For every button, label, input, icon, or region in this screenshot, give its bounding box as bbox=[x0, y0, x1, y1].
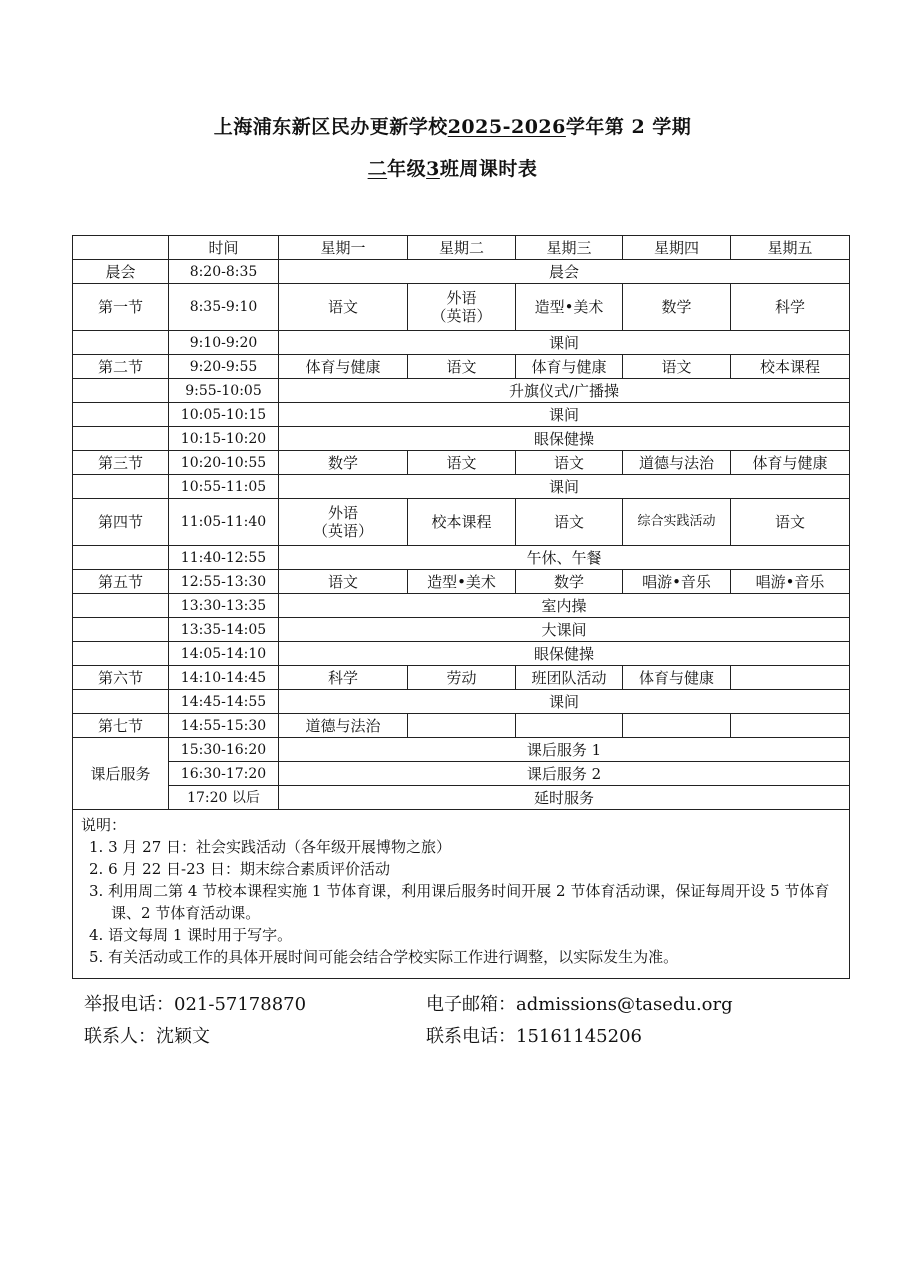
period-cell: 第三节 bbox=[73, 451, 169, 475]
notes-heading: 说明： bbox=[81, 816, 127, 834]
table-row bbox=[73, 714, 850, 738]
table-row bbox=[73, 786, 850, 810]
course-cell: 唱游•音乐 bbox=[623, 570, 731, 594]
course-cell: 语文 bbox=[279, 570, 408, 594]
table-row bbox=[73, 738, 850, 762]
span-cell: 延时服务 bbox=[279, 786, 850, 810]
period-cell: 第四节 bbox=[73, 499, 169, 546]
course-cell: 数学 bbox=[623, 284, 731, 331]
course-cell: 校本课程 bbox=[408, 499, 516, 546]
span-cell: 课间 bbox=[279, 403, 850, 427]
note-item: 4. 语文每周 1 课时用于写字。 bbox=[89, 926, 293, 944]
course-cell: 综合实践活动 bbox=[623, 499, 731, 546]
table-row bbox=[73, 642, 850, 666]
time-cell: 9:20-9:55 bbox=[169, 355, 279, 379]
course-cell: 数学 bbox=[516, 570, 623, 594]
course-cell bbox=[731, 714, 850, 738]
table-row bbox=[73, 355, 850, 379]
period-cell bbox=[73, 403, 169, 427]
table-row bbox=[73, 451, 850, 475]
span-cell: 大课间 bbox=[279, 618, 850, 642]
span-cell: 课后服务 1 bbox=[279, 738, 850, 762]
report-phone: 举报电话：021-57178870 bbox=[84, 994, 307, 1015]
course-cell: 语文 bbox=[516, 499, 623, 546]
title-years: 2025-2026 bbox=[447, 116, 566, 138]
time-cell: 11:40-12:55 bbox=[169, 546, 279, 570]
time-cell: 9:10-9:20 bbox=[169, 331, 279, 355]
period-cell bbox=[73, 594, 169, 618]
time-cell: 10:55-11:05 bbox=[169, 475, 279, 499]
time-cell: 13:30-13:35 bbox=[169, 594, 279, 618]
time-cell: 14:10-14:45 bbox=[169, 666, 279, 690]
span-cell: 课后服务 2 bbox=[279, 762, 850, 786]
span-cell: 课间 bbox=[279, 475, 850, 499]
page-title bbox=[0, 112, 905, 139]
span-cell: 午休、午餐 bbox=[279, 546, 850, 570]
header-cell: 星期二 bbox=[408, 236, 516, 260]
course-cell bbox=[408, 714, 516, 738]
table-row bbox=[73, 618, 850, 642]
header-cell: 星期四 bbox=[623, 236, 731, 260]
course-cell: 造型•美术 bbox=[408, 570, 516, 594]
subtitle-label: 班周课时表 bbox=[439, 158, 538, 180]
table-row bbox=[73, 546, 850, 570]
note-item: 5. 有关活动或工作的具体开展时间可能会结合学校实际工作进行调整，以实际发生为准。 bbox=[89, 948, 679, 966]
period-cell: 第一节 bbox=[73, 284, 169, 331]
time-cell: 14:55-15:30 bbox=[169, 714, 279, 738]
course-line: 外语 bbox=[446, 289, 477, 307]
course-cell: 班团队活动 bbox=[516, 666, 623, 690]
course-cell: 语文 bbox=[731, 499, 850, 546]
course-cell: 科学 bbox=[731, 284, 850, 331]
period-cell bbox=[73, 331, 169, 355]
span-cell: 晨会 bbox=[279, 260, 850, 284]
period-cell bbox=[73, 546, 169, 570]
span-cell: 眼保健操 bbox=[279, 642, 850, 666]
course-cell: 体育与健康 bbox=[623, 666, 731, 690]
period-cell bbox=[73, 379, 169, 403]
course-cell: 道德与法治 bbox=[623, 451, 731, 475]
time-cell: 10:05-10:15 bbox=[169, 403, 279, 427]
period-cell bbox=[73, 427, 169, 451]
time-cell: 11:05-11:40 bbox=[169, 499, 279, 546]
header-cell: 星期五 bbox=[731, 236, 850, 260]
timetable bbox=[72, 235, 850, 979]
table-row bbox=[73, 690, 850, 714]
course-cell: 语文 bbox=[279, 284, 408, 331]
notes-row bbox=[73, 810, 850, 979]
table-row bbox=[73, 570, 850, 594]
span-cell: 眼保健操 bbox=[279, 427, 850, 451]
contact-phone: 联系电话：15161145206 bbox=[426, 1026, 642, 1047]
course-cell bbox=[731, 666, 850, 690]
course-line: （英语） bbox=[312, 522, 373, 540]
table-row bbox=[73, 594, 850, 618]
time-cell: 16:30-17:20 bbox=[169, 762, 279, 786]
time-cell: 10:15-10:20 bbox=[169, 427, 279, 451]
span-cell: 课间 bbox=[279, 690, 850, 714]
period-cell: 第五节 bbox=[73, 570, 169, 594]
span-cell: 升旗仪式/广播操 bbox=[279, 379, 850, 403]
time-cell: 17:20 以后 bbox=[169, 786, 279, 810]
period-cell: 第二节 bbox=[73, 355, 169, 379]
email: 电子邮箱：admissions@tasedu.org bbox=[426, 994, 733, 1015]
time-cell: 15:30-16:20 bbox=[169, 738, 279, 762]
period-cell: 第七节 bbox=[73, 714, 169, 738]
table-row bbox=[73, 379, 850, 403]
header-cell: 星期一 bbox=[279, 236, 408, 260]
course-cell bbox=[408, 284, 516, 331]
time-cell: 13:35-14:05 bbox=[169, 618, 279, 642]
contact-person: 联系人：沈颖文 bbox=[84, 1026, 210, 1047]
header-cell bbox=[73, 236, 169, 260]
note-item: 1. 3 月 27 日：社会实践活动（各年级开展博物之旅） bbox=[89, 838, 452, 856]
course-cell: 体育与健康 bbox=[516, 355, 623, 379]
table-row bbox=[73, 260, 850, 284]
header-cell: 星期三 bbox=[516, 236, 623, 260]
course-cell: 体育与健康 bbox=[279, 355, 408, 379]
course-cell: 劳动 bbox=[408, 666, 516, 690]
course-cell: 科学 bbox=[279, 666, 408, 690]
course-cell: 数学 bbox=[279, 451, 408, 475]
header-cell: 时间 bbox=[169, 236, 279, 260]
table-row bbox=[73, 403, 850, 427]
course-cell: 唱游•音乐 bbox=[731, 570, 850, 594]
course-cell bbox=[279, 499, 408, 546]
course-cell bbox=[623, 714, 731, 738]
table-row bbox=[73, 666, 850, 690]
title-term: 学年第 2 学期 bbox=[565, 116, 692, 138]
period-cell: 晨会 bbox=[73, 260, 169, 284]
course-cell: 道德与法治 bbox=[279, 714, 408, 738]
subtitle-class: 3 bbox=[426, 158, 440, 180]
course-cell: 语文 bbox=[623, 355, 731, 379]
time-cell: 10:20-10:55 bbox=[169, 451, 279, 475]
course-cell: 语文 bbox=[516, 451, 623, 475]
table-header-row bbox=[73, 236, 850, 260]
table-row bbox=[73, 331, 850, 355]
table-row bbox=[73, 284, 850, 331]
span-cell: 室内操 bbox=[279, 594, 850, 618]
page-subtitle bbox=[0, 154, 905, 181]
period-cell bbox=[73, 475, 169, 499]
period-cell bbox=[73, 618, 169, 642]
course-cell: 造型•美术 bbox=[516, 284, 623, 331]
course-cell bbox=[516, 714, 623, 738]
table-row bbox=[73, 427, 850, 451]
time-cell: 14:45-14:55 bbox=[169, 690, 279, 714]
time-cell: 8:35-9:10 bbox=[169, 284, 279, 331]
course-cell: 校本课程 bbox=[731, 355, 850, 379]
table-row bbox=[73, 499, 850, 546]
period-cell: 课后服务 bbox=[73, 738, 169, 810]
time-cell: 8:20-8:35 bbox=[169, 260, 279, 284]
title-school: 上海浦东新区民办更新学校 bbox=[213, 116, 448, 138]
note-item: 2. 6 月 22 日-23 日：期末综合素质评价活动 bbox=[89, 860, 390, 878]
period-cell bbox=[73, 690, 169, 714]
time-cell: 12:55-13:30 bbox=[169, 570, 279, 594]
subtitle-grade-label: 年级 bbox=[387, 158, 427, 180]
course-cell: 语文 bbox=[408, 451, 516, 475]
time-cell: 14:05-14:10 bbox=[169, 642, 279, 666]
course-cell: 体育与健康 bbox=[731, 451, 850, 475]
notes-cell bbox=[73, 810, 850, 979]
table-row bbox=[73, 762, 850, 786]
course-line: 外语 bbox=[327, 504, 358, 522]
table-row bbox=[73, 475, 850, 499]
period-cell bbox=[73, 642, 169, 666]
course-line: （英语） bbox=[431, 307, 492, 325]
period-cell: 第六节 bbox=[73, 666, 169, 690]
course-cell: 语文 bbox=[408, 355, 516, 379]
span-cell: 课间 bbox=[279, 331, 850, 355]
note-item: 3. 利用周二第 4 节校本课程实施 1 节体育课，利用课后服务时间开展 2 节体育活动课，保证每周开设 5 节体育课、2 节体育活动课。 bbox=[89, 882, 830, 922]
time-cell: 9:55-10:05 bbox=[169, 379, 279, 403]
subtitle-grade: 二 bbox=[367, 158, 388, 180]
